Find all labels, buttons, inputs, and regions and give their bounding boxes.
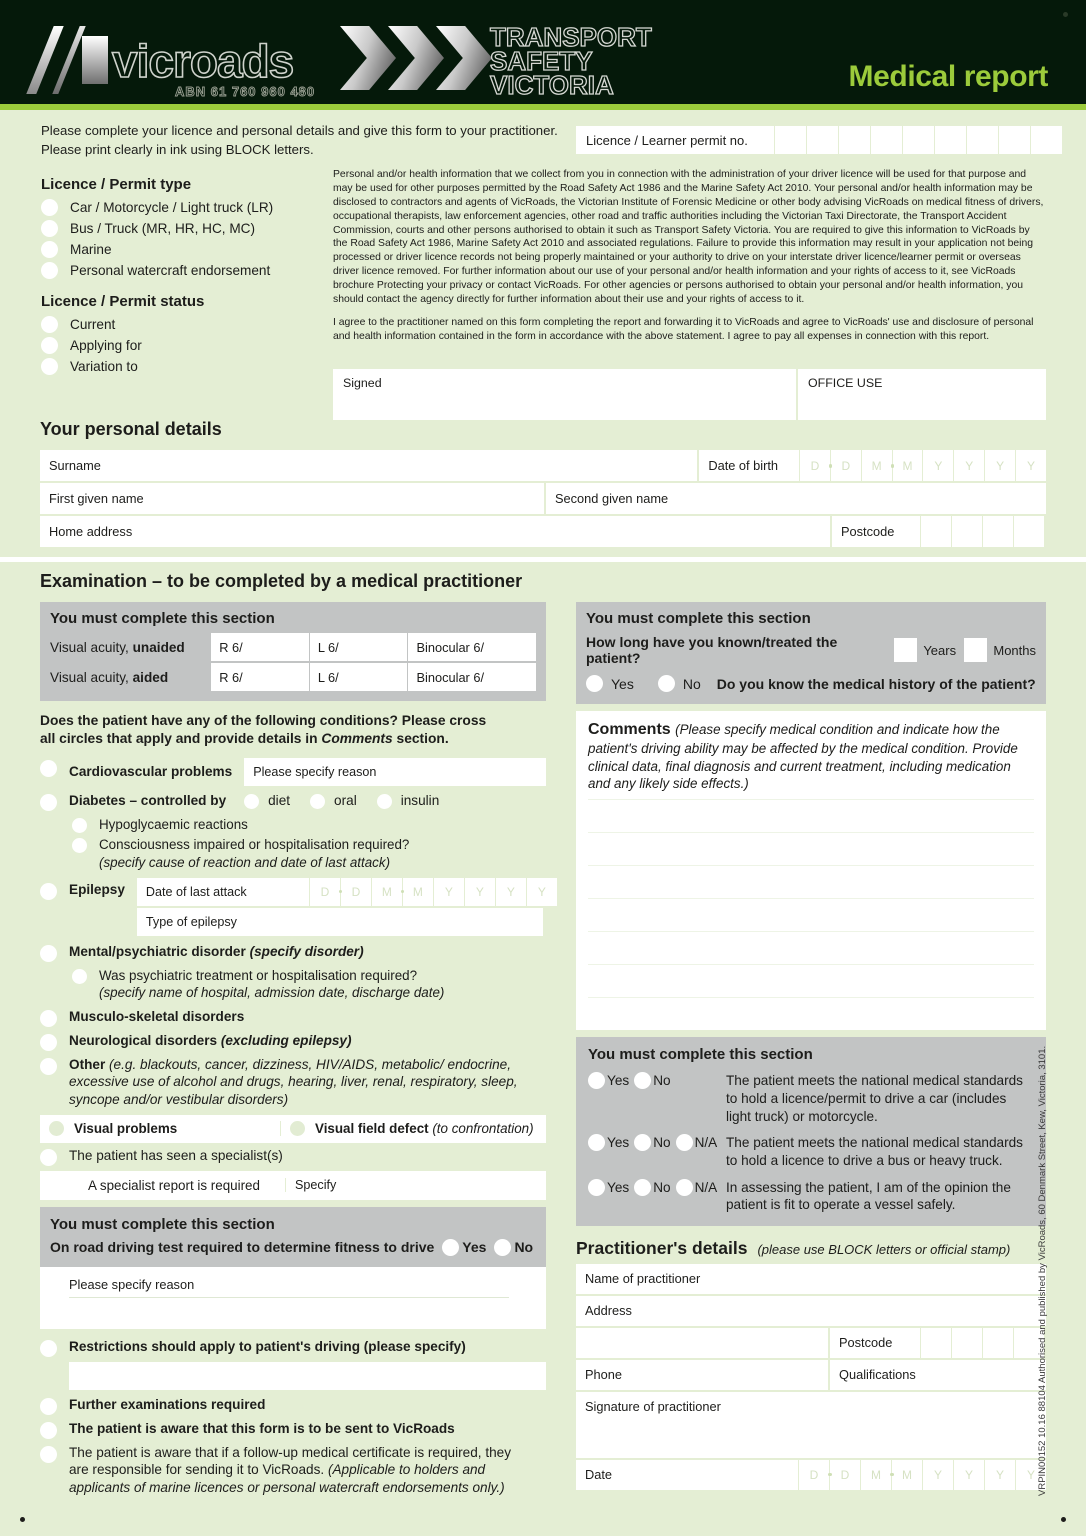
epilepsy-label: Epilepsy <box>69 881 125 897</box>
practitioner-name-input[interactable]: Name of practitioner <box>576 1264 1046 1294</box>
va-unaided-binocular-input[interactable]: Binocular 6/ <box>408 633 536 661</box>
conditions-intro-comments: Comments <box>321 731 393 747</box>
radio-circle-icon[interactable] <box>40 1340 57 1357</box>
licence-number-cell[interactable] <box>838 126 870 154</box>
dob-cell-y2[interactable]: Y <box>953 450 984 481</box>
option-label: No <box>653 1135 671 1151</box>
visual-field-defect-label <box>315 1121 534 1136</box>
visual-acuity-section <box>40 602 546 701</box>
personal-details-table <box>40 450 1046 549</box>
table-row <box>576 1328 1046 1358</box>
on-road-question: On road driving test required to determine fitness to drive <box>50 1239 435 1256</box>
tsv-line-3: VICTORIA <box>490 69 614 100</box>
signature-office-row <box>333 369 1046 420</box>
practitioner-date-cell-y3[interactable]: Y <box>984 1460 1015 1490</box>
vicroads-logo-flag-icon <box>82 36 108 84</box>
licence-number-cell[interactable] <box>902 126 934 154</box>
other-label-bold: Other <box>69 1056 110 1072</box>
radio-circle-icon[interactable] <box>40 1398 57 1415</box>
practitioner-qualifications-input[interactable]: Qualifications <box>830 1360 1046 1390</box>
condition-visual-problems[interactable] <box>40 1121 280 1136</box>
conditions-intro-line1: Does the patient have any of the following conditions? Please cross <box>40 713 487 728</box>
comments-line[interactable] <box>588 799 1034 832</box>
specialist-specify-input[interactable]: Specify <box>285 1178 546 1192</box>
standard-row-bus-truck <box>588 1134 1034 1169</box>
radio-circle-icon[interactable] <box>40 1446 57 1463</box>
practitioner-date-cell-y4[interactable]: Y <box>1015 1460 1046 1490</box>
radio-circle-icon[interactable] <box>40 1422 57 1439</box>
other-label-italic: (e.g. blackouts, cancer, dizziness, HIV/AIDS, metabolic/ endocrine, excessive use of alcohol and drugs, hearing, liver, renal, respiratory, sleep, syncope and/or vestibular disorders) <box>69 1056 518 1108</box>
page-title: Medical report <box>848 60 1048 93</box>
licence-number-cell[interactable] <box>966 126 998 154</box>
radio-circle-icon[interactable] <box>41 337 58 354</box>
licence-status-option-applying[interactable] <box>41 337 331 354</box>
visual-acuity-label <box>50 670 211 685</box>
on-road-reason-box[interactable] <box>40 1267 546 1329</box>
consciousness-line1: Consciousness impaired or hospitalisation required? <box>99 837 410 853</box>
va-label-prefix: Visual acuity, <box>50 639 133 655</box>
dob-cell-d2[interactable]: D <box>830 450 861 481</box>
standard-bus-yes[interactable] <box>588 1134 629 1151</box>
diabetes-option-insulin: insulin <box>400 792 440 808</box>
practitioner-postcode-label: Postcode <box>830 1328 920 1358</box>
table-row <box>576 1392 1046 1458</box>
privacy-statement <box>333 168 1046 353</box>
conditions-intro <box>40 712 546 749</box>
examination-left-column <box>40 602 546 1502</box>
radio-circle-icon[interactable] <box>40 794 57 811</box>
vicroads-abn: ABN 61 760 960 480 <box>175 84 316 99</box>
standard-vessel-yes[interactable] <box>588 1179 629 1196</box>
practitioner-date-cell-m2[interactable]: M <box>891 1460 922 1490</box>
patient-knowledge-section <box>576 602 1046 704</box>
practitioner-date-cell-d2[interactable]: D <box>829 1460 860 1490</box>
radio-circle-icon[interactable] <box>62 1178 77 1193</box>
va-aided-left-input[interactable]: L 6/ <box>310 663 409 691</box>
visual-acuity-row-aided <box>50 663 536 691</box>
mental-sub-label <box>99 967 444 1002</box>
condition-other[interactable] <box>40 1056 546 1109</box>
condition-diabetes[interactable] <box>40 792 546 811</box>
radio-circle-icon[interactable] <box>588 1072 605 1089</box>
licence-number-cell[interactable] <box>1030 126 1062 154</box>
practitioner-date-cell-y2[interactable]: Y <box>953 1460 984 1490</box>
restrictions-input[interactable] <box>69 1362 546 1390</box>
aware-sent-label: The patient is aware that this form is to be sent to VicRoads <box>69 1420 455 1436</box>
epilepsy-date-cell-m2[interactable]: M <box>402 878 433 906</box>
va-aided-right-input[interactable]: R 6/ <box>211 663 310 691</box>
radio-circle-icon-insulin[interactable] <box>377 794 392 809</box>
comments-line[interactable] <box>588 931 1034 964</box>
standard-car-yes[interactable] <box>588 1072 629 1089</box>
home-address-input[interactable]: Home address <box>40 516 830 547</box>
postcode-label: Postcode <box>832 516 920 547</box>
practitioner-phone-input[interactable]: Phone <box>576 1360 828 1390</box>
years-input[interactable] <box>894 638 917 662</box>
radio-circle-icon[interactable] <box>634 1179 651 1196</box>
standard-options-car <box>588 1072 726 1089</box>
standard-row-car <box>588 1072 1034 1125</box>
on-road-reason-input[interactable]: Please specify reason <box>69 1277 509 1298</box>
epilepsy-date-cell-y2[interactable]: Y <box>464 878 495 906</box>
practitioner-details-table <box>576 1264 1046 1490</box>
licence-number-cell[interactable] <box>774 126 806 154</box>
option-label: Car / Motorcycle / Light truck (LR) <box>70 200 274 215</box>
radio-circle-icon[interactable] <box>41 262 58 279</box>
diabetes-option-oral: oral <box>334 792 357 808</box>
tsv-line-2: SAFETY <box>490 45 593 76</box>
dob-cell-d1[interactable]: D <box>799 450 830 481</box>
mental-label-bold: Mental/psychiatric disorder <box>69 943 250 959</box>
header-registration-dot <box>1063 12 1068 17</box>
condition-epilepsy[interactable] <box>40 878 546 936</box>
practitioner-address-input[interactable]: Address <box>576 1296 1046 1326</box>
intro-line-1: Please complete your licence and personal details and give this form to your practitioner. <box>41 123 558 138</box>
dob-cell-y1[interactable]: Y <box>922 450 953 481</box>
musculo-label: Musculo-skeletal disorders <box>69 1008 245 1024</box>
specialist-report-row <box>40 1171 546 1200</box>
visual-problems-row <box>40 1115 546 1143</box>
condition-mental-psychiatric[interactable] <box>40 943 546 962</box>
diabetes-sub-hypoglycaemic[interactable] <box>72 816 546 833</box>
examination-title: Examination – to be completed by a medical practitioner <box>40 571 523 591</box>
radio-circle-icon-diet[interactable] <box>244 794 259 809</box>
epilepsy-date-cell-y4[interactable]: Y <box>526 878 557 906</box>
visual-acuity-label <box>50 640 211 655</box>
licence-status-option-current[interactable] <box>41 316 331 333</box>
table-row <box>40 450 1046 481</box>
epilepsy-date-cell-d1[interactable]: D <box>309 878 340 906</box>
epilepsy-date-label: Date of last attack <box>137 878 309 906</box>
privacy-paragraph-1: Personal and/or health information that we collect from you in connection with the administration of your driver licence will be used for that purpose and may be used for other purposes permitted by the Road Safety Act 1986 and the Marine Safety Act 2010. Your personal and/or health information may be disclosed to contractors and agents of VicRoads, the Victorian Institute of Forensic Medicine or other body advising VicRoads on medical fitness of drivers, occupational therapists, law enforcement agencies, other road and traffic authorities including the Victorian Taxi Directorate, the Transport Accident Commission, courts and other persons authorised to obtain it such as Transport Safety Victoria. You are required to give this information to VicRoads by the Road Safety Act 1986, Marine Safety Act 2010 and associated regulations. Failure to provide this information may result in your application not being processed or driver licence records not being properly maintained or your authority to drive on your interstate driver licence/learner permit or overseas driver licence removed. For further information about our use of your personal and/or health information and your rights of access to it, see VicRoads brochure Protecting your privacy or contact VicRoads. For other agencies or persons authorised to obtain your personal and/or health information, you should contact the agency directly for further information about their use and your rights of access to it. <box>333 169 1044 306</box>
practitioner-subtitle: (please use BLOCK letters or official stamp) <box>757 1241 1011 1257</box>
licence-number-cell[interactable] <box>870 126 902 154</box>
standard-options-vessel <box>588 1179 726 1196</box>
dob-cell-y3[interactable]: Y <box>984 450 1015 481</box>
personal-details-title: Your personal details <box>40 419 222 439</box>
licence-type-option-watercraft[interactable] <box>41 262 331 279</box>
radio-circle-icon-oral[interactable] <box>310 794 325 809</box>
option-label: Variation to <box>70 359 138 374</box>
on-road-no-option[interactable] <box>494 1239 533 1256</box>
practitioner-date-label: Date <box>576 1460 798 1490</box>
conditions-intro-line2b: section. <box>392 731 449 747</box>
option-label: Bus / Truck (MR, HR, HC, MC) <box>70 221 256 236</box>
comments-line[interactable] <box>588 997 1034 1030</box>
epilepsy-date-cell-y1[interactable]: Y <box>433 878 464 906</box>
radio-circle-icon[interactable] <box>40 1010 57 1027</box>
option-label: Marine <box>70 242 112 257</box>
radio-circle-icon[interactable] <box>634 1072 651 1089</box>
table-row <box>576 1296 1046 1326</box>
comments-line[interactable] <box>588 832 1034 865</box>
mental-label-italic: (specify disorder) <box>249 943 364 959</box>
restrictions-label: Restrictions should apply to patient's driving (please specify) <box>69 1338 466 1354</box>
radio-circle-icon[interactable] <box>676 1134 693 1151</box>
practitioner-postcode-cell[interactable] <box>982 1328 1013 1358</box>
neurological-label-bold: Neurological disorders <box>69 1032 221 1048</box>
radio-circle-icon-no[interactable] <box>658 675 675 692</box>
option-label: N/A <box>694 1135 718 1151</box>
conditions-intro-line2a: all circles that apply and provide details in <box>40 731 322 747</box>
must-complete-heading: You must complete this section <box>586 610 811 627</box>
condition-cardiovascular[interactable] <box>40 758 546 786</box>
mental-sub-treatment[interactable] <box>72 967 546 1002</box>
specialist-report-label: A specialist report is required <box>88 1177 260 1193</box>
option-label: No <box>653 1179 671 1195</box>
option-label: Applying for <box>70 338 142 353</box>
radio-circle-icon[interactable] <box>40 760 57 777</box>
option-label: No <box>653 1073 671 1089</box>
radio-circle-icon[interactable] <box>40 1034 57 1051</box>
option-label: N/A <box>694 1179 718 1195</box>
table-row <box>576 1264 1046 1294</box>
radio-circle-icon[interactable] <box>41 358 58 375</box>
followup-italic: (Applicable to holders and applicants of marine licences or personal watercraft endorsements only.) <box>69 1462 505 1496</box>
option-label: Personal watercraft endorsement <box>70 263 271 278</box>
licence-type-heading: Licence / Permit type <box>41 176 192 193</box>
standard-bus-na[interactable] <box>676 1134 718 1151</box>
comments-section[interactable] <box>576 711 1046 1030</box>
standard-car-no[interactable] <box>634 1072 670 1089</box>
medical-history-row <box>586 675 1036 692</box>
va-label-bold: unaided <box>132 639 185 655</box>
practitioner-signature-field[interactable]: Signature of practitioner <box>576 1392 1046 1458</box>
comments-line[interactable] <box>588 898 1034 931</box>
licence-type-status-block <box>41 176 331 379</box>
standard-vessel-no[interactable] <box>634 1179 670 1196</box>
va-unaided-right-input[interactable]: R 6/ <box>211 633 310 661</box>
specialist-report-option[interactable] <box>40 1178 285 1193</box>
tsv-wordmark <box>490 22 652 100</box>
practitioner-postcode-cell[interactable] <box>951 1328 982 1358</box>
condition-aware-sent[interactable] <box>40 1420 546 1439</box>
intro-line-2: Please print clearly in ink using BLOCK letters. <box>41 141 314 157</box>
first-given-name-input[interactable]: First given name <box>40 483 544 514</box>
medical-standards-section <box>576 1037 1046 1226</box>
tsv-line-1: TRANSPORT <box>490 22 652 52</box>
on-road-test-section <box>40 1207 546 1267</box>
diabetes-label: Diabetes – controlled by <box>69 792 227 808</box>
epilepsy-date-cell-d2[interactable]: D <box>340 878 371 906</box>
licence-status-heading: Licence / Permit status <box>41 293 205 310</box>
history-question: Do you know the medical history of the patient? <box>716 675 1036 692</box>
on-road-yes-label: Yes <box>462 1239 487 1256</box>
publication-footnote: VRPIN00152 10.16 88104 Authorised and published by VicRoads, 60 Denmark Street, Kew, Victoria, 3101. <box>1037 1045 1048 1496</box>
years-label: Years <box>923 642 957 658</box>
radio-circle-icon[interactable] <box>588 1179 605 1196</box>
radio-circle-icon[interactable] <box>41 220 58 237</box>
standard-row-vessel <box>588 1179 1034 1214</box>
epilepsy-date-row <box>137 878 557 906</box>
must-complete-heading: You must complete this section <box>50 610 275 627</box>
months-label: Months <box>993 642 1037 658</box>
radio-circle-icon[interactable] <box>40 883 57 900</box>
surname-input[interactable]: Surname <box>40 450 697 481</box>
radio-circle-icon[interactable] <box>72 818 87 833</box>
visual-acuity-row-unaided <box>50 633 536 661</box>
consciousness-line2: (specify cause of reaction and date of last attack) <box>99 854 391 870</box>
dob-cell-m2[interactable]: M <box>892 450 923 481</box>
further-exams-label: Further examinations required <box>69 1396 266 1412</box>
practitioner-details-heading <box>576 1238 1046 1259</box>
radio-circle-icon[interactable] <box>442 1239 459 1256</box>
va-label-bold: aided <box>132 669 169 685</box>
standard-vessel-na[interactable] <box>676 1179 718 1196</box>
va-label-prefix: Visual acuity, <box>50 669 133 685</box>
standard-options-bus-truck <box>588 1134 726 1151</box>
option-label: Yes <box>607 1179 630 1195</box>
condition-followup-certificate[interactable] <box>40 1444 546 1497</box>
history-yes-label: Yes <box>611 675 634 692</box>
on-road-question-row <box>50 1239 536 1256</box>
followup-plain: The patient is aware that if a follow-up medical certificate is required, they are responsible for sending it to VicRoads. <box>69 1444 512 1478</box>
comments-label: Comments <box>588 721 676 738</box>
option-label: Yes <box>607 1073 630 1089</box>
licence-type-option-marine[interactable] <box>41 241 331 258</box>
licence-number-row <box>576 126 1062 154</box>
table-row <box>576 1360 1046 1390</box>
page-header <box>0 0 1086 104</box>
radio-circle-icon[interactable] <box>676 1179 693 1196</box>
radio-circle-icon[interactable] <box>40 945 57 962</box>
vfd-italic: (to confrontation) <box>432 1121 534 1137</box>
visual-problems-label: Visual problems <box>74 1121 178 1137</box>
dob-cell-y4[interactable]: Y <box>1015 450 1046 481</box>
vfd-bold: Visual field defect <box>315 1121 433 1137</box>
cardiovascular-reason-input[interactable]: Please specify reason <box>244 758 546 786</box>
radio-circle-icon-yes[interactable] <box>586 675 603 692</box>
signed-field[interactable]: Signed <box>333 369 796 420</box>
dob-cell-m1[interactable]: M <box>861 450 892 481</box>
radio-circle-icon[interactable] <box>41 241 58 258</box>
condition-musculo-skeletal[interactable] <box>40 1008 546 1027</box>
examination-right-column <box>576 602 1046 1492</box>
hypoglycaemic-label: Hypoglycaemic reactions <box>99 816 248 832</box>
history-no-label: No <box>682 675 701 692</box>
intro-instructions <box>41 122 561 159</box>
comments-instructions: (Please specify medical condition and indicate how the patient's driving ability may be affected by the medical condition. Provide clinical data, final diagnosis and current treatment, including medication and any likely side effects.) <box>588 722 1018 792</box>
mental-sub-line1: Was psychiatric treatment or hospitalisation required? <box>99 967 418 983</box>
va-unaided-left-input[interactable]: L 6/ <box>310 633 409 661</box>
practitioner-address-line2-input[interactable] <box>576 1328 828 1358</box>
comments-line[interactable] <box>588 865 1034 898</box>
chevron-icon-1 <box>340 26 396 90</box>
epilepsy-table <box>137 878 557 936</box>
option-label: Current <box>70 317 116 332</box>
comments-heading <box>588 719 1034 793</box>
postcode-cell[interactable] <box>920 516 951 547</box>
mental-sub-line2: (specify name of hospital, admission date, discharge date) <box>99 985 445 1001</box>
vicroads-logo-wordmark: vicroads <box>112 35 294 87</box>
office-use-field: OFFICE USE <box>798 369 1046 420</box>
privacy-paragraph-2: I agree to the practitioner named on this form completing the report and forwarding it to VicRoads and agree to VicRoads' use and disclosure of personal and health information contained in the form in accordance with the above statement. I agree to pay all expenses in connection with this report. <box>333 316 1034 342</box>
radio-circle-icon[interactable] <box>290 1121 305 1136</box>
known-duration-row <box>586 634 1036 666</box>
epilepsy-date-cell-m1[interactable]: M <box>371 878 402 906</box>
postcode-cell[interactable] <box>982 516 1013 547</box>
on-road-yes-option[interactable] <box>442 1239 486 1256</box>
radio-circle-icon[interactable] <box>41 199 58 216</box>
practitioner-date-cell-m1[interactable]: M <box>860 1460 891 1490</box>
consciousness-label <box>99 836 409 871</box>
postcode-cell[interactable] <box>1013 516 1044 547</box>
licence-number-cell[interactable] <box>806 126 838 154</box>
cardiovascular-label: Cardiovascular problems <box>69 763 233 779</box>
comments-line[interactable] <box>588 964 1034 997</box>
radio-circle-icon[interactable] <box>588 1134 605 1151</box>
condition-further-exams[interactable] <box>40 1396 546 1415</box>
standard-bus-text: The patient meets the national medical standards to hold a licence to drive a bus or heavy truck. <box>726 1135 1023 1168</box>
chevron-icon-2 <box>388 26 444 90</box>
table-row <box>40 483 1046 514</box>
practitioner-date-cell-y1[interactable]: Y <box>922 1460 953 1490</box>
practitioner-date-cell-d1[interactable]: D <box>798 1460 829 1490</box>
must-complete-heading: You must complete this section <box>588 1046 813 1064</box>
neurological-label-italic: (excluding epilepsy) <box>220 1032 352 1048</box>
must-complete-heading: You must complete this section <box>50 1215 275 1233</box>
licence-type-option-car[interactable] <box>41 199 331 216</box>
dob-label: Date of birth <box>699 450 799 481</box>
radio-circle-icon[interactable] <box>49 1121 64 1136</box>
condition-neurological[interactable] <box>40 1032 546 1051</box>
second-given-name-input[interactable]: Second given name <box>546 483 1046 514</box>
licence-number-cell[interactable] <box>998 126 1030 154</box>
standard-car-text: The patient meets the national medical standards to hold a licence/permit to drive a car (includes light truck) or motorcycle. <box>726 1073 1023 1124</box>
radio-circle-icon[interactable] <box>41 316 58 333</box>
condition-specialist-seen[interactable] <box>40 1147 546 1166</box>
licence-number-cell[interactable] <box>934 126 966 154</box>
condition-restrictions[interactable] <box>40 1338 546 1357</box>
licence-status-option-variation[interactable] <box>41 358 331 375</box>
practitioner-title: Practitioner's details <box>576 1237 748 1258</box>
condition-visual-field-defect[interactable] <box>280 1121 546 1136</box>
standard-vessel-text: In assessing the patient, I am of the opinion the patient is fit to operate a vessel safely. <box>726 1179 1011 1213</box>
option-label: Yes <box>607 1135 630 1151</box>
table-row <box>40 516 1046 547</box>
transport-safety-victoria-logo <box>340 22 652 100</box>
diabetes-sub-consciousness[interactable] <box>72 836 546 871</box>
va-aided-binocular-input[interactable]: Binocular 6/ <box>408 663 536 691</box>
radio-circle-icon[interactable] <box>634 1134 651 1151</box>
radio-circle-icon[interactable] <box>72 969 87 984</box>
radio-circle-icon[interactable] <box>40 1149 57 1166</box>
months-input[interactable] <box>964 638 987 662</box>
licence-type-option-bus-truck[interactable] <box>41 220 331 237</box>
standard-bus-no[interactable] <box>634 1134 670 1151</box>
practitioner-postcode-cell[interactable] <box>920 1328 951 1358</box>
licence-number-label: Licence / Learner permit no. <box>576 126 774 154</box>
epilepsy-date-cell-y3[interactable]: Y <box>495 878 526 906</box>
postcode-cell[interactable] <box>951 516 982 547</box>
epilepsy-type-input[interactable]: Type of epilepsy <box>137 908 543 936</box>
vicroads-logo <box>40 22 330 99</box>
corner-mark-right <box>1061 1517 1066 1522</box>
on-road-no-label: No <box>514 1239 534 1256</box>
specialist-seen-label: The patient has seen a specialist(s) <box>69 1147 283 1163</box>
diabetes-option-diet: diet <box>268 792 291 808</box>
radio-circle-icon[interactable] <box>494 1239 511 1256</box>
table-row <box>576 1460 1046 1490</box>
corner-mark-left <box>20 1517 25 1522</box>
chevron-icon-3 <box>436 26 492 90</box>
known-question: How long have you known/treated the patient? <box>586 634 838 666</box>
radio-circle-icon[interactable] <box>40 1058 57 1075</box>
radio-circle-icon[interactable] <box>72 838 87 853</box>
